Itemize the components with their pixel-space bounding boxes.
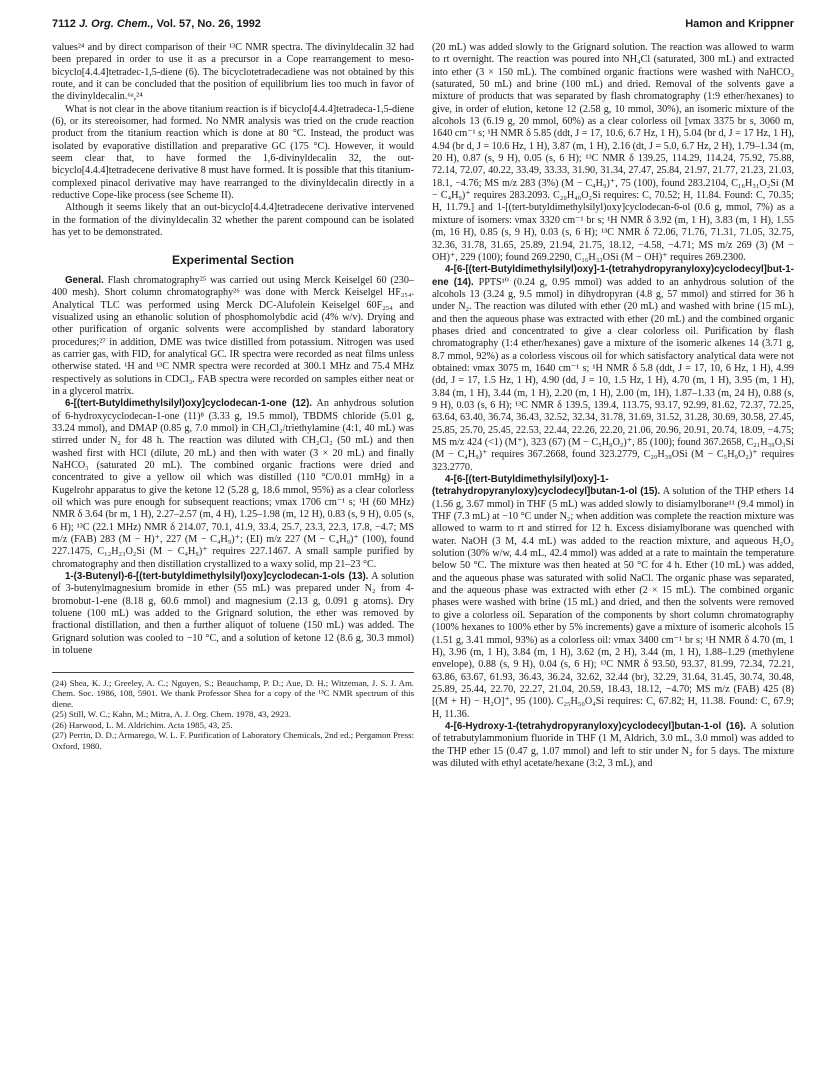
page-number: 7112 — [52, 18, 76, 30]
header-authors: Hamon and Krippner — [685, 18, 794, 30]
section-title: Experimental Section — [171, 252, 295, 267]
volume-info: Vol. 57, No. 26, 1992 — [156, 18, 261, 30]
footnote: (25) Still, W. C.; Kahn, M.; Mitra, A. J. Org. Chem. 1978, 43, 2923. — [52, 709, 291, 720]
paragraph-lead: 4-[6-[(tert-Butyldimethylsilyl)oxy]-1-(tetrahydropyranyloxy)cyclodecyl]but-1-ene (14). — [432, 264, 794, 288]
paragraph: (20 mL) was added slowly to the Grignard solution. The reaction was allowed to warm to rt overnight. The reaction was poured into NH₄Cl (saturated, 300 mL) and extracted into ether (3 × 150 mL). The combined organic fractions were washed with NaHCO₃ (saturated, 50 mL) and brine (100 mL) and dried. Removal of the solvents gave a mixture of products that was separated by flash chromatography (1:9 ether/hexanes) to give, in order of elution, ketone 12 (2.58 g, 10 mmol, 30%), an isomeric mixture of the alcohols 13 (6.19 g, 20 mmol, 60%) as a clear colorless oil [νmax 3375 br s, 3060 m, 1640 cm⁻¹ s; ¹H NMR δ 5.85 (ddt, J = 17, 10.6, 6.7 Hz, 1 H), 5.04 (br d, J = 17 Hz, 1 H), 4.94 (br d, J = 10.6 Hz, 1 H), 3.87 (m, 1 H), 2.16 (dt, J = 5.0, 6.7 Hz, 2 H), 1.79–1.34 (m, 20 H), 0.87 (s, 9 H), 0.05 (s, 6 H); ¹³C NMR δ 139.25, 114.29, 114.24, 75.92, 75.88, 72.14, 72.07, 40.22, 33.49, 33.33, 31.90, 31.34, 27.47, 25.84, 21.97, 21.77, 21.23, 21.03, 18.1, −4.76; MS m/z 283 (3%) (M − C₄H₉)⁺, 75 (100), found 283.2104, C₁₆H₃₁O₂Si (M − C₄H₉)⁺ requires 283.2093. C₂₀H₄₀O₂Si requires: C, 70.52; H, 11.84. Found: C, 70.35; H, 11.79.] and 1-[(tert-butyldimethylsilyl)oxy]cyclodecan-6-ol (0.6 g, mmol, 7%) as a mixture of isomers: νmax 3320 cm⁻¹ br s; ¹H NMR δ 3.92 (m, 1 H), 3.83 (m, 1 H), 1.55 (m, 16 H), 0.85 (s, 9 H), 0.03 (s, 6 H); ¹³C NMR δ 72.06, 71.76, 71.31, 71.05, 32.75, 32.36, 31.78, 31.65, 25.89, 21.94, 21.75, 18.12, −4.58, −4.71; MS m/z 269 (3) (M − OH)⁺, 229 (100); found 269.2290, C₁₆H₃₃OSi (M − OH)⁺ requires 269.2300. — [432, 42, 794, 263]
compound-15-paragraph — [432, 474, 794, 721]
footnote: (27) Perrin, D. D.; Armarego, W. L. F. Purification of Laboratory Chemicals, 2nd ed.; Pergamon Press: Oxford, 1980. — [52, 730, 414, 752]
paragraph-text: Flash chromatography²⁵ was carried out using Merck Keiselgel 60 (230–400 mesh). Short column chromatography²⁶ was done with Merck Keiselgel HF₂₅₄. Analytical TLC was performed using Merck DC-Alufolein Keiselgel 60F₂₅₄ and visualized using an ethanolic solution of phosphomolybdic acid (4% w/v). Drying and other purification of organic solvents were accomplished by standard laboratory procedures;²⁷ in addition, DME was twice distilled from potassium. Nitrogen was used as carrier gas, with FID, for analytical GC. IR spectra were recorded as neat films unless otherwise stated. ¹H and ¹³C NMR spectra were recorded at 300.1 MHz and 75.4 MHz respectively as solutions in CDCl₃. FAB spectra were recorded on samples either neat or in a glycerol matrix. — [52, 274, 414, 397]
header-left — [52, 18, 261, 30]
paragraph-text: PPTS¹⁰ (0.24 g, 0.95 mmol) was added to an anhydrous solution of the alcohols 13 (3.24 g, 9.5 mmol) in dihydropyran (4.8 g, 57 mmol) and stirred for 36 h under N₂. The reaction was diluted with ether (20 mL) and washed with brine (15 mL), and then the aqueous phase was extracted with ether (20 mL) and the combined organic phases dried and concentrated to give a clear colorless oil. Purification by flash chromatography (1:4 ether/hexanes) gave a mixture of the isomeric alkenes 14 (3.71 g, 8.7 mmol, 92%) as a colorless viscous oil for which satisfactory analytical data were not obtained: νmax 3075 m, 1640 cm⁻¹ s; ¹H NMR δ 5.8 (ddt, J = 17, 10, 6 Hz, 1 H), 4.99 (dd, J = 17, 1.5 Hz, 1 H), 4.90 (dd, J = 10, 1.5 Hz, 1 H), 4.70 (m, 1 H), 3.95 (m, 1 H), 3.84 (m, 1 H), 3.44 (m, 1 H), 2.20 (m, 1 H), 2.00 (m, 1H), 1.87–1.33 (m, 24 H), 0.88 (s, 9 H), 0.03 (s, 6 H); ¹³C NMR δ 139.5, 139.4, 113.75, 93.17, 92.99, 81.62, 72.37, 72.25, 63.64, 63.40, 36.74, 36.43, 32.52, 32.34, 31.78, 31.69, 31.52, 31.28, 30.69, 30.58, 27.45, 25.85, 25.70, 25.45, 22.53, 22.44, 22.26, 22.20, 21.06, 20.96, 20.91, 20.74, 18.09, −4.75; MS m/z 424 (<1) (M⁺), 323 (67) (M − C₅H₉O₂)⁺, 85 (100); found 367.2658, C₂₁H₃₉O₃Si (M − C₄H₉)⁺ requires 367.2668, found 323.2779, C₂₀H₃₉OSi (M − C₅H₉O₂)⁺ requires 323.2770. — [432, 276, 794, 473]
journal-name: J. Org. Chem., — [78, 18, 154, 30]
compound-13-paragraph — [52, 571, 414, 657]
paragraph-lead: 1-(3-Butenyl)-6-[(tert-butyldimethylsilyl)oxy]cyclodecan-1-ols (13). — [65, 571, 369, 583]
left-column — [52, 42, 414, 770]
running-header — [52, 18, 794, 34]
compound-16-paragraph — [432, 721, 794, 770]
two-column-body — [52, 42, 794, 770]
paragraph-text: A solution of tetrabutylammonium fluoride in THF (1 M, Aldrich, 3.0 mL, 3.0 mmol) was added to the THP ether 15 (0.47 g, 1.07 mmol) and left to stir under N₂ for 5 days. The mixture was diluted with ethyl acetate/hexane (3:2, 3 mL), and — [432, 720, 794, 769]
footnotes — [52, 672, 414, 752]
footnote: (24) Shea, K. J.; Greeley, A. C.; Nguyen, S.; Beauchamp, P. D.; Aue, D. H.; Witzeman, J. S. J. Am. Chem. Soc. 1986, 108, 5901. We thank Professor Shea for a copy of the ¹³C NMR spectrum of this diene. — [52, 677, 414, 709]
compound-12-paragraph — [52, 398, 414, 571]
paragraph: Although it seems likely that an out-bicyclo[4.4.4]tetradecene derivative intervened in the formation of the divinyldecalin 32 whether the parent compound can be isolated has yet to be demonstrated. — [52, 202, 414, 239]
paragraph: What is not clear in the above titanium reaction is if bicyclo[4.4.4]tetradeca-1,5-diene (6), or its stereoisomer, had formed. No NMR analysis was tried on the crude reaction product from the titanium reaction which is done at 80 °C. Instead, the product was isolated by evaporative distillation and preparative GC (175 °C). However, it would seem clear that, to have formed the 1,6-divinyldecalin 32, the out-bicyclo[4.4.4]tetradecene derivative 8 must have formed. It is possible that this titanium-complexed pinacol derivative may have rearranged to the divinyldecalin directly in a reductive Cope-like process (see Scheme II). — [52, 103, 414, 202]
footnote: (26) Harwood, L. M. Aldrichim. Acta 1985, 43, 25. — [52, 719, 233, 730]
paragraph-text: An anhydrous solution of 6-hydroxycyclodecan-1-one (11)⁸ (3.33 g, 19.5 mmol), TBDMS chloride (5.01 g, 33.24 mmol), and DMAP (0.85 g, 7.0 mmol) in CH₂Cl₂/triethylamine (4:1, 40 mL) was stirred under N₂ for 48 h. The reaction was diluted with CH₂Cl₂ (50 mL) and then washed first with HCl (dilute, 20 mL) and then with water (3 × 20 mL) and finally NaHCO₃ (saturated 20 mL). The combined organic fractions were dried and concentrated to give a yellow oil which was distilled (110 °C/0.01 mmHg) in a Kugelrohr apparatus to give the ketone 12 (5.28 g, 18.6 mmol, 95%) as a clear colorless oil which was pure enough for subsequent reactions; νmax 1706 cm⁻¹ s; ¹H (60 MHz) NMR δ 3.64 (br m, 1 H), 2.27–2.57 (m, 4 H), 1.25–1.98 (m, 12 H), 0.83 (s, 9 H), 0.05 (s, 6 H); ¹³C (22.1 MHz) NMR δ 214.07, 70.1, 41.9, 33.4, 25.7, 23.3, 22.3, 17.8, −4.7; MS m/z (FAB) 283 (M − H)⁺, 227 (M − C₄H₉)⁺; (EI) m/z 227 (M − C₄H₉)⁺ (100), found 227.1475, C₁₂H₂₃O₂Si (M − C₄H₉)⁺ requires 227.1467. A small sample purified by chromatography and then distillation crystallized to a waxy solid, mp 21–23 °C. — [52, 398, 414, 570]
paragraph-lead: General. — [65, 274, 104, 286]
paragraph-lead: 4-[6-Hydroxy-1-(tetrahydropyranyloxy)cyclodecyl]butan-1-ol (16). — [445, 720, 746, 732]
paragraph-lead: 4-[6-[(tert-Butyldimethylsilyl)oxy]-1-(tetrahydropyranyloxy)cyclodecyl]butan-1-ol (15). — [432, 474, 661, 498]
paragraph: values²⁴ and by direct comparison of their ¹³C NMR spectra. The divinyldecalin 32 had been prepared in order to use it as a precursor in a Cope rearrangement to meso-bicyclo[4.4.4]tetradec-1,5-diene (6). The bicyclotetradecadiene was not obtained by this route, and it can be concluded that the position of equilibrium lies too much in favor of the divinyldecalin.⁶ᵃ,²⁴ — [52, 42, 414, 103]
paragraph-text: A solution of the THP ethers 14 (1.56 g, 3.67 mmol) in THF (5 mL) was added slowly to disiamylborane¹¹ (9.4 mmol) in THF (7.3 mL) at −10 °C under N₂; when addition was complete the reaction mixture was allowed to warm to rt and stirred for 12 h. Excess disiamylborane was quenched with water. NaOH (3 M, 4.4 mL) was added to the reaction mixture, and aqueous H₂O₂ solution (30% w/w, 4.4 mL, 42.4 mmol) was added at a rate to maintain the temperature below 50 °C. The mixture was then heated at 50 °C for 4 h. Ether (10 mL) was added, and the aqueous phase was saturated with solid NaCl. The organic phase was separated, and the aqueous phase was extracted with ether (2 × 15 mL). The combined organic phases were washed with brine (15 mL) and dried, and then the solvents were removed to give a colorless oil. Separation of the components by short column chromatography (100% hexanes to 100% ether by 5% increments) gave a mixture of isomeric alcohols 15 (1.51 g, 3.41 mmol, 93%) as a colorless oil: νmax 3400 cm⁻¹ br s; ¹H NMR δ 4.70 (m, 1 H), 3.96 (m, 1 H), 3.84 (m, 1 H), 3.62 (m, 2 H), 3.44 (m, 1 H), 1.88–1.29 (methylene envelope), 0.88 (s, 9 H), 0.04 (s, 6 H); ¹³C NMR δ 93.50, 93.37, 81.99, 72.34, 72.21, 63.86, 63.67, 61.93, 36.43, 36.24, 32.62, 32.44 (br), 32.29, 31.64, 31.45, 30.74, 30.48, 25.89, 25.44, 22.70, 22.27, 21.04, 20.59, 18.43, 18.12, −4.70; MS m/z (FAB) 425 (8) [(M + H) − H₂O]⁺, 95 (100). C₂₅H₅₀O₄Si requires: C, 67.82; H, 11.38. Found: C, 67.9; H, 11.36. — [432, 486, 794, 720]
paragraph-text: A solution of 3-butenylmagnesium bromide in ether (55 mL) was prepared under N₂ from 4-bromobut-1-ene (8.18 g, 60.6 mmol) and magnesium (2.13 g, 0.091 g atoms). Dry toluene (100 mL) was added to the Grignard solution, the ether was removed by fractional distillation, and then a further aliquot of toluene (150 mL) was added. The Grignard solution was cooled to −10 °C, and a solution of ketone 12 (8.6 g, 30.3 mmol) in toluene — [52, 571, 414, 657]
paragraph-lead: 6-[(tert-Butyldimethylsilyl)oxy]cyclodecan-1-one (12). — [65, 398, 312, 410]
right-column — [432, 42, 794, 770]
compound-14-paragraph — [432, 264, 794, 474]
general-paragraph — [52, 275, 414, 398]
